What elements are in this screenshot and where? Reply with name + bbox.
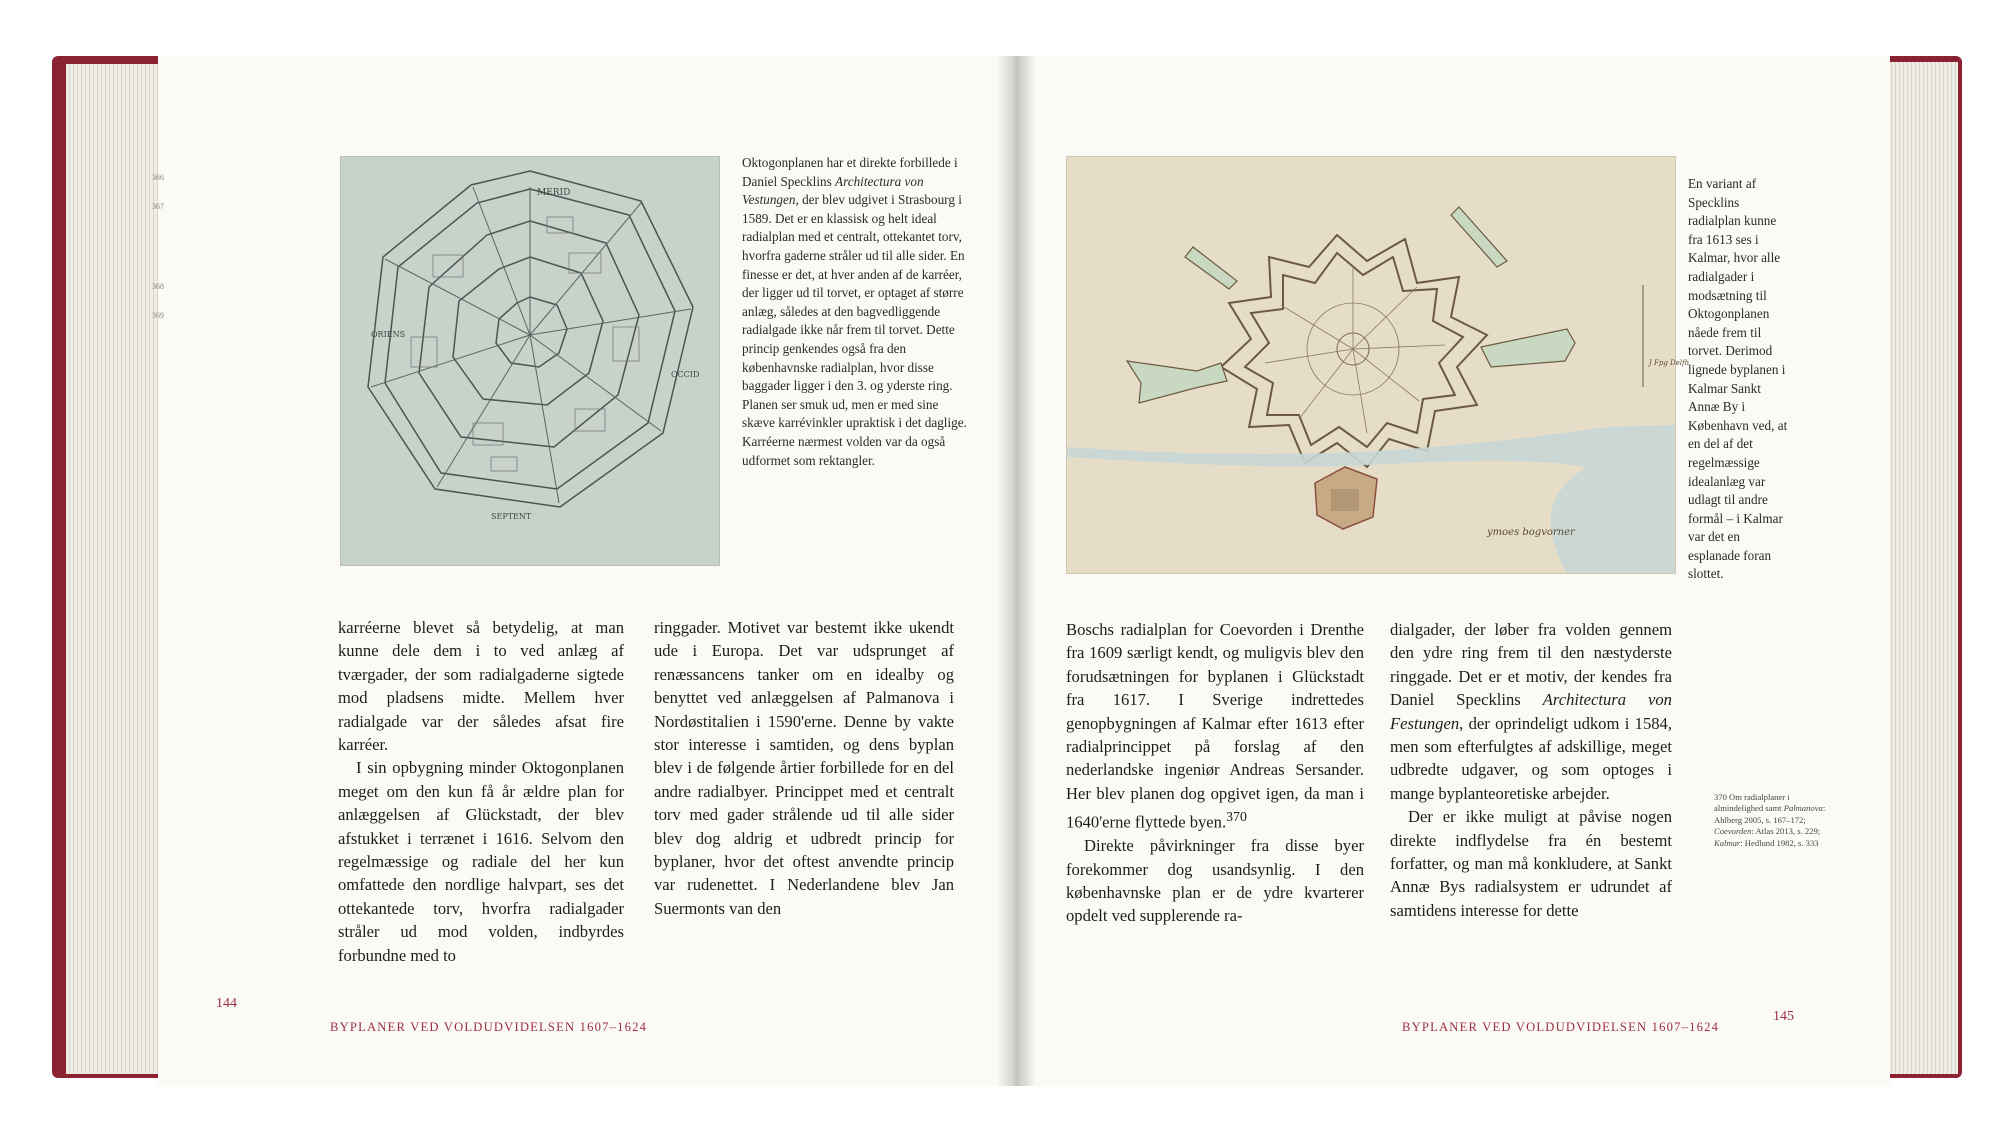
oktogon-plan-figure: [340, 156, 720, 566]
margin-number: 366: [152, 173, 164, 182]
margin-number: 367: [152, 202, 164, 211]
paragraph: Direkte påvirkninger fra disse byer forekommer dog usandsynlig. I den københavnske plan er de ydre kvarterer opdelt ved supplerende ra-: [1066, 836, 1364, 926]
kalmar-plan-drawing: [1067, 157, 1690, 573]
paragraph: karréerne blevet så betydelig, at man kunne dele dem i to ved anlæg af tværgader, der som radialgaderne sigtede mod pladsens midte. Mellem hver radialgade var der således afsat fire karréer.: [338, 618, 624, 755]
paragraph: Der er ikke muligt at påvise nogen direkte indflydelse fra én bestemt forfatter, og man må konkludere, at Sankt Annæ Bys radialsystem er udrundet af samtidens interesse for dette: [1390, 807, 1672, 920]
page-edges-right: [1880, 62, 1958, 1074]
margin-number: 369: [152, 311, 164, 320]
figure-label-oriens: ORIENS: [371, 330, 406, 339]
footnote: 370 Om radialplaner i almindelighed samt Palmanova: Ahlberg 2005, s. 167–172; Coevorden: Atlas 2013, s. 229; Kalmar: Hedlund 1982, s. 333: [1714, 792, 1826, 848]
text-column-1: [338, 616, 624, 967]
kalmar-plan-figure: [1066, 156, 1690, 574]
figure-label-handwriting: ymoes bogvorner: [1487, 527, 1575, 538]
paragraph: dialgader, der løber fra volden gennem den ydre ring frem til den næstyderste ringgade. Det er et motiv, der kendes fra Daniel Specklins Architectura von Festungen, der oprindeligt udkom i 1584, men som efterfulgtes af adskillige, meget udbredte udgaver, og som optoges i mange byplanteoretiske arbejder.: [1390, 620, 1672, 803]
figure-label-merid: MERID: [537, 188, 571, 198]
figure-caption-right: En variant af Specklins radialplan kunne fra 1613 ses i Kalmar, hvor alle radialgader i modsætning til Oktogonplanen nåede frem til torvet. Derimod lignede byplanen i Kalmar Sankt Annæ By i København ved, at en del af det regelmæssige idealanlæg var udlagt til andre formål – i Kalmar var det en esplanade foran slottet.: [1688, 176, 1788, 582]
paragraph: I sin opbygning minder Oktogonplanen meget om den kun få år ældre plan for anlæggelsen af Glückstadt, der blev afstukket i terrænet i 1616. Selvom den regelmæssige og radiale del her kun omfattede den nordlige halvpart, ses det ottekantede torv, hvorfra radialgader stråler ud mod volden, indbyrdes forbundne med to: [338, 758, 624, 965]
page-number-left: 144: [216, 996, 237, 1011]
book-gutter: [996, 56, 1036, 1086]
figure-caption-left: Oktogonplanen har et direkte forbillede i Daniel Specklins Architectura von Vestungen, der blev udgivet i Strasbourg i 1589. Det er en klassisk og helt ideal radialplan med et centralt, ottekantet torv, hvorfra gaderne stråler ud til alle sider. En finesse er det, at hver anden af de karréer, der ligger ud til torvet, er optaget af større anlæg, således at den bagvedliggende radialgade ikke når frem til torvet. Dette princip genkendes også fra den københavnske radialplan, hvor disse baggader ligger i den 3. og yderste ring. Planen ser smuk ud, men er med sine skæve karrévinkler upraktisk i det daglige. Karréerne nærmest volden var da også udformet som rektangler.: [742, 155, 967, 468]
oktogon-plan-drawing: [341, 157, 719, 565]
paragraph: ringgader. Motivet var bestemt ikke ukendt ude i Europa. Det var udsprunget af renæssancens tanker om en idealby og benyttet ved anlæggelsen af Palmanova i Nordøstitalien i 1590'erne. Denne by vakte stor interesse i samtiden, og dens byplan blev i de følgende årtier forbillede for en del andre radialbyer. Princippet med et centralt torv med gader strålende ud til alle sider blev dog aldrig et udbredt princip for byplaner, hvor det oftest anvendte princip var rudenettet. I Nederlandene blev Jan Suermonts van den: [654, 618, 954, 918]
running-head-left: BYPLANER VED VOLDUDVIDELSEN 1607–1624: [330, 1020, 648, 1034]
page-number-right: 145: [1773, 1009, 1794, 1024]
figure-label-occid: OCCID: [671, 370, 700, 379]
figure-label-scale: J Fpg Delfh: [1649, 359, 1690, 367]
paragraph: Boschs radialplan for Coevorden i Drenthe fra 1609 særligt kendt, og muligvis blev den forudsætningen for byplanen i Glückstadt fra 1617. I Sverige indrettedes genopbygningen af Kalmar efter 1613 efter radialprincippet på forslag af den nederlandske ingeniør Andreas Sersander. Her blev planen dog opgivet igen, da man i 1640'erne flyttede byen.$^{370}$: [1066, 620, 1364, 832]
text-column-2: [654, 616, 954, 920]
figure-label-septent: SEPTENT: [491, 512, 532, 521]
running-head-right: BYPLANER VED VOLDUDVIDELSEN 1607–1624: [1402, 1020, 1720, 1034]
margin-number: 368: [152, 282, 164, 291]
text-column-3: [1066, 618, 1364, 928]
text-column-4: [1390, 618, 1672, 922]
